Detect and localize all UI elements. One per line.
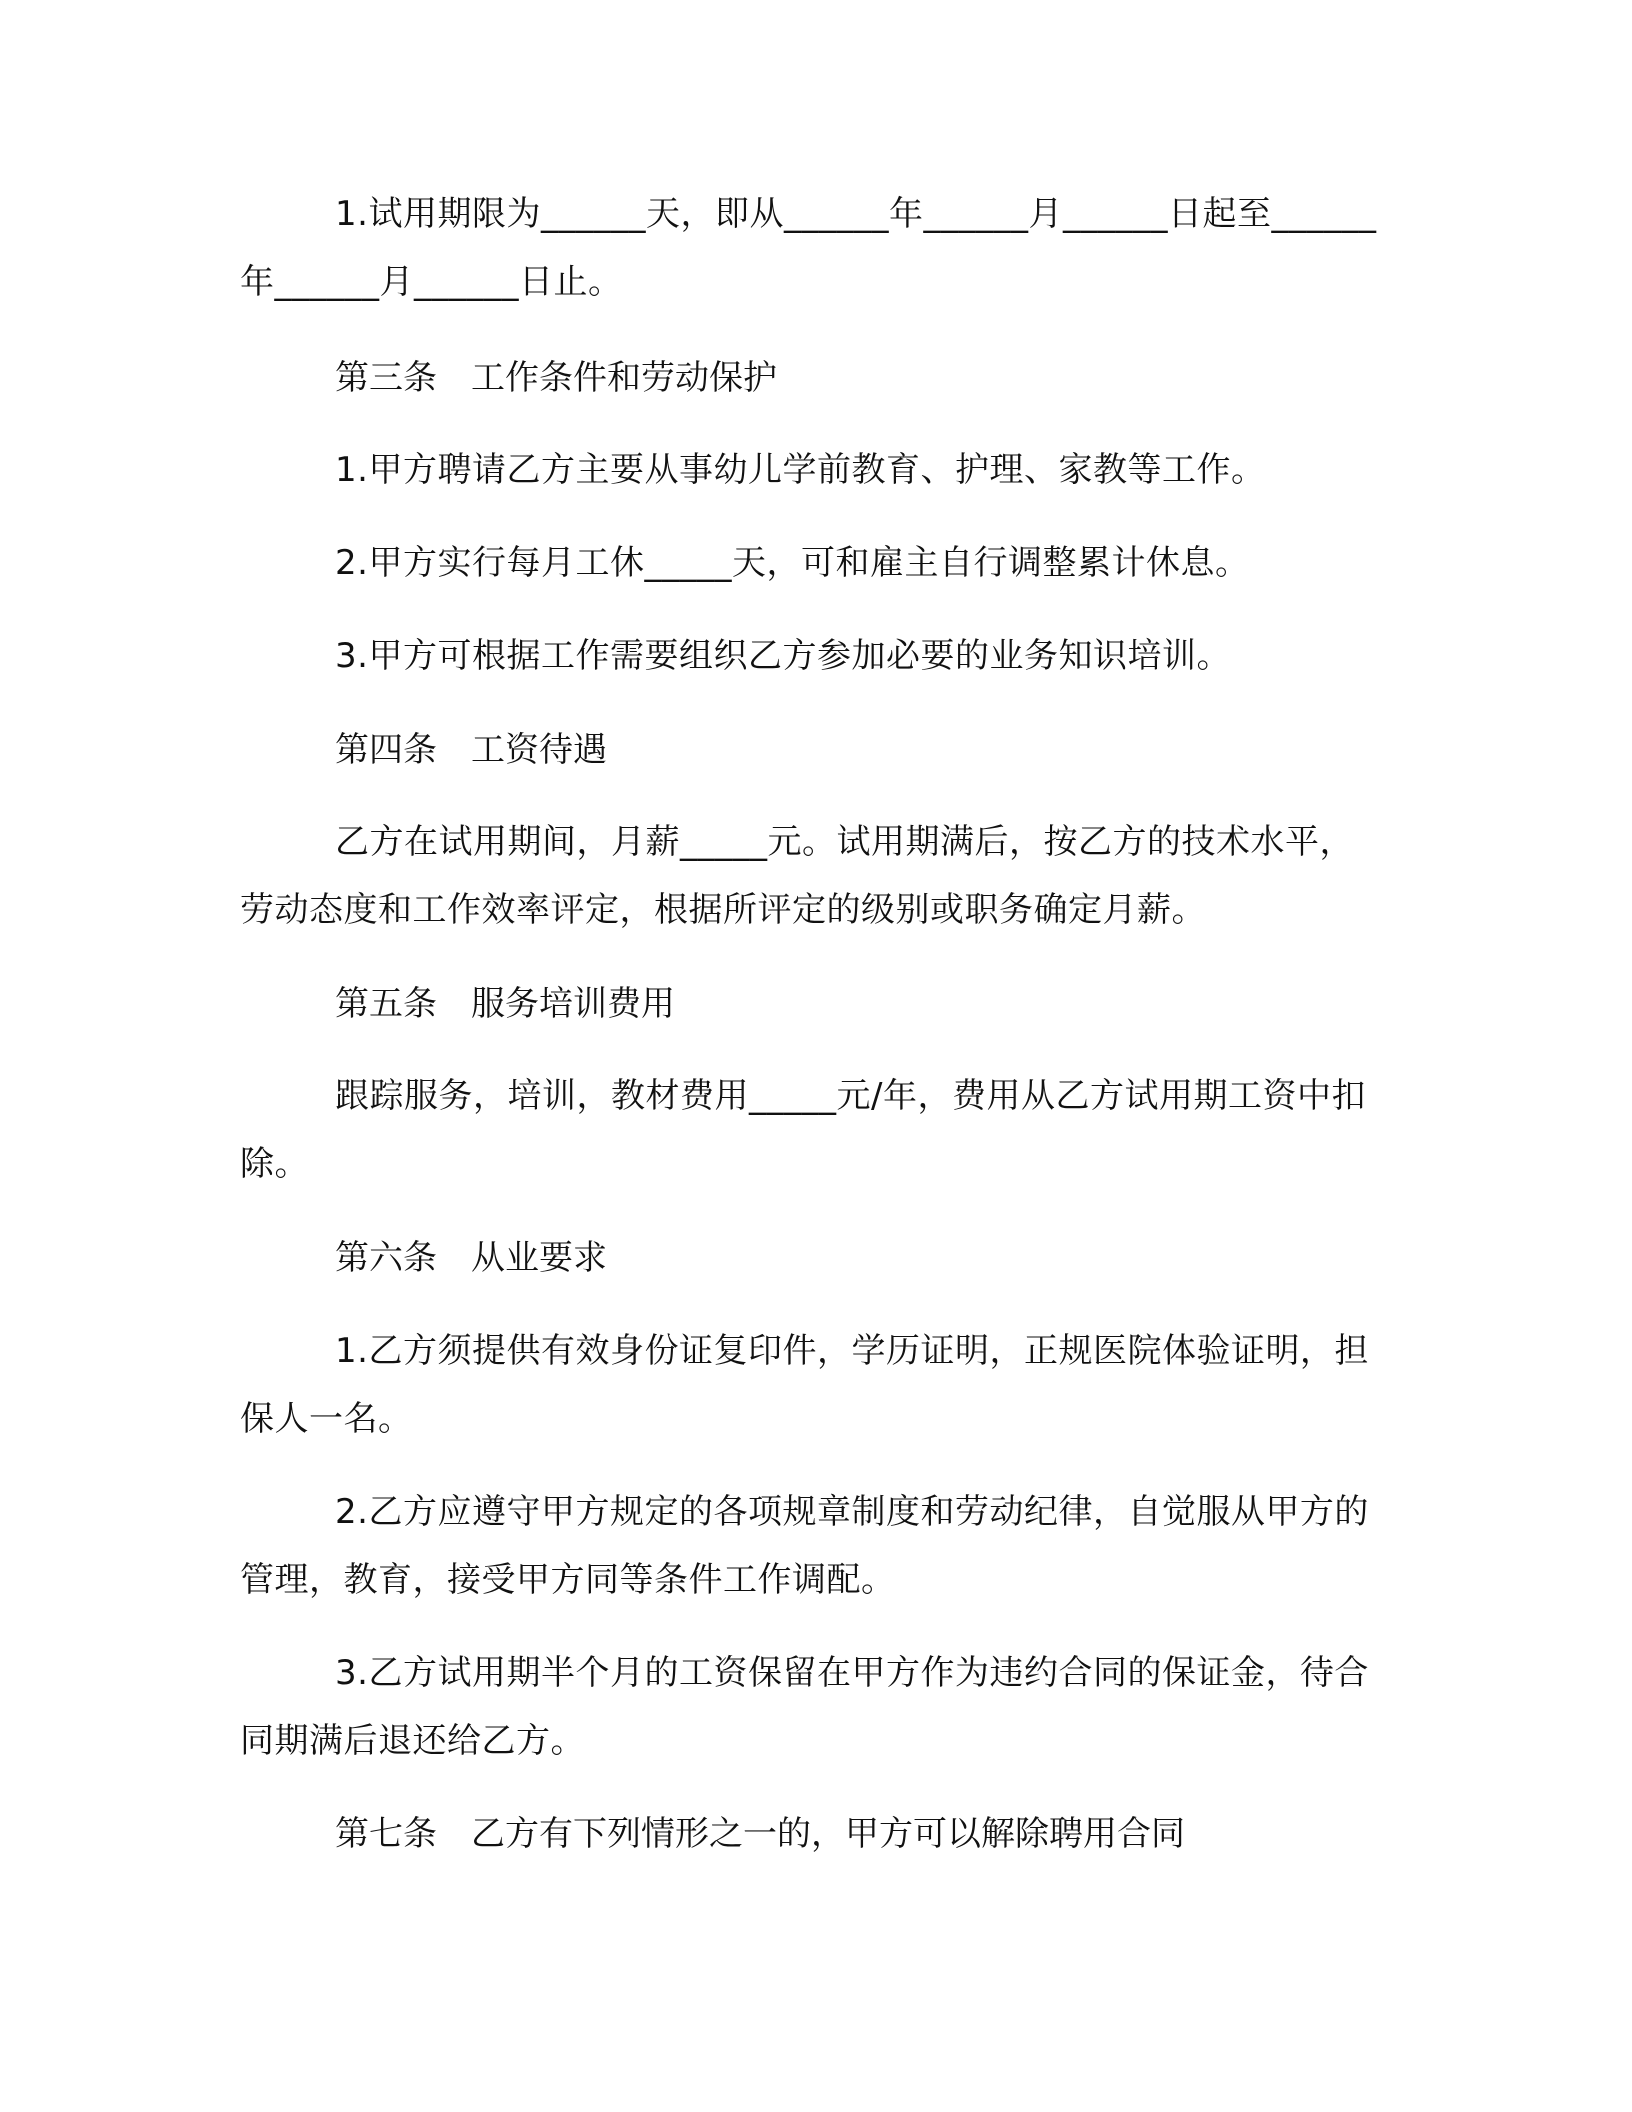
article-5-heading: 第五条 服务培训费用: [335, 984, 675, 1024]
article-3-heading: 第三条 工作条件和劳动保护: [335, 358, 777, 398]
article-4-heading: 第四条 工资待遇: [335, 730, 607, 770]
clause-6-item-2: 2.乙方应遵守甲方规定的各项规章制度和劳动纪律，自觉服从甲方的管理，教育，接受甲方同等条件工作调配。: [240, 1492, 1369, 1600]
article-6-heading: 第六条 从业要求: [335, 1238, 607, 1278]
clause-6-item-3: 3.乙方试用期半个月的工资保留在甲方作为违约合同的保证金，待合同期满后退还给乙方。: [240, 1653, 1369, 1761]
clause-6-item-1: 1.乙方须提供有效身份证复印件，学历证明，正规医院体验证明，担保人一名。: [240, 1331, 1369, 1439]
article-7-heading: 第七条 乙方有下列情形之一的，甲方可以解除聘用合同: [335, 1814, 1185, 1854]
clause-2-item-1: 1.试用期限为______天，即从______年______月______日起至______年______月______日止。: [240, 194, 1377, 302]
clause-3-item-1: 1.甲方聘请乙方主要从事幼儿学前教育、护理、家教等工作。: [335, 450, 1266, 490]
clause-3-item-2: 2.甲方实行每月工休_____天，可和雇主自行调整累计休息。: [335, 543, 1250, 583]
clause-4-text: 乙方在试用期间，月薪_____元。试用期满后，按乙方的技术水平，劳动态度和工作效率评定，根据所评定的级别或职务确定月薪。: [240, 822, 1354, 930]
clause-3-item-3: 3.甲方可根据工作需要组织乙方参加必要的业务知识培训。: [335, 636, 1231, 676]
clause-5-text: 跟踪服务，培训，教材费用_____元/年，费用从乙方试用期工资中扣除。: [240, 1076, 1366, 1184]
